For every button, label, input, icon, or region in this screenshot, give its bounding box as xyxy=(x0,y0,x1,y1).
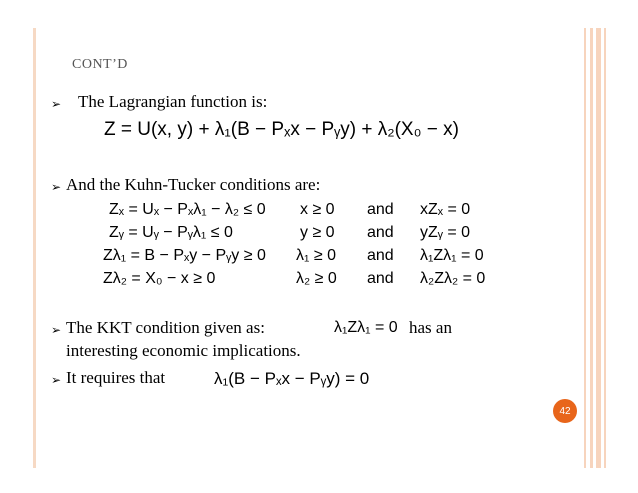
bullet-lagrangian-text: The Lagrangian function is: xyxy=(78,92,268,111)
kt-row3-slackness: λ₁Zλ₁ = 0 xyxy=(420,247,484,264)
lagrangian-equation: Z = U(x, y) + λ₁(B − Pₓx − Pᵧy) + λ₂(X₀ − x) xyxy=(104,119,459,140)
bullet-arrow-icon: ➢ xyxy=(51,97,62,111)
kt-row3-condition: Zλ₁ = B − Pₓy − Pᵧy ≥ 0 xyxy=(103,247,266,264)
bullet-kkt-text-line2: interesting economic implications. xyxy=(66,341,301,360)
kt-row2-and: and xyxy=(367,224,394,241)
right-decor-stripe xyxy=(584,28,586,468)
kkt-inline-equation: λ₁Zλ₁ = 0 xyxy=(334,319,398,336)
kt-row1-slackness: xZₓ = 0 xyxy=(420,201,471,218)
kt-row2-sign: y ≥ 0 xyxy=(300,224,335,241)
requires-equation: λ₁(B − Pₓx − Pᵧy) = 0 xyxy=(214,369,370,388)
bullet-arrow-icon: ➢ xyxy=(51,323,62,337)
right-decor-stripe xyxy=(596,28,601,468)
bullet-arrow-icon: ➢ xyxy=(51,373,62,387)
left-decor-stripe xyxy=(33,28,36,468)
kt-row4-sign: λ₂ ≥ 0 xyxy=(296,270,337,287)
kt-row4-condition: Zλ₂ = X₀ − x ≥ 0 xyxy=(103,270,216,287)
bullet-requires-text: It requires that xyxy=(66,368,166,387)
kt-row3-sign: λ₁ ≥ 0 xyxy=(296,247,336,264)
kt-row3-and: and xyxy=(367,247,394,264)
right-decor-stripe xyxy=(590,28,593,468)
bullet-kuhn-tucker-text: And the Kuhn-Tucker conditions are: xyxy=(66,175,321,194)
page-number-badge: 42 xyxy=(553,399,577,423)
kt-row2-condition: Zᵧ = Uᵧ − Pᵧλ₁ ≤ 0 xyxy=(109,224,233,241)
kt-row1-condition: Zₓ = Uₓ − Pₓλ₁ − λ₂ ≤ 0 xyxy=(109,201,266,218)
kt-row1-and: and xyxy=(367,201,394,218)
kt-row4-and: and xyxy=(367,270,394,287)
right-decor-stripe xyxy=(604,28,606,468)
kt-row4-slackness: λ₂Zλ₂ = 0 xyxy=(420,270,486,287)
bullet-kkt-text-tail: has an xyxy=(409,318,452,337)
bullet-kkt-text: The KKT condition given as: xyxy=(66,318,265,337)
kt-row1-sign: x ≥ 0 xyxy=(300,201,335,218)
kt-row2-slackness: yZᵧ = 0 xyxy=(420,224,471,241)
slide-title: CONT’D xyxy=(72,57,128,72)
bullet-arrow-icon: ➢ xyxy=(51,180,62,194)
